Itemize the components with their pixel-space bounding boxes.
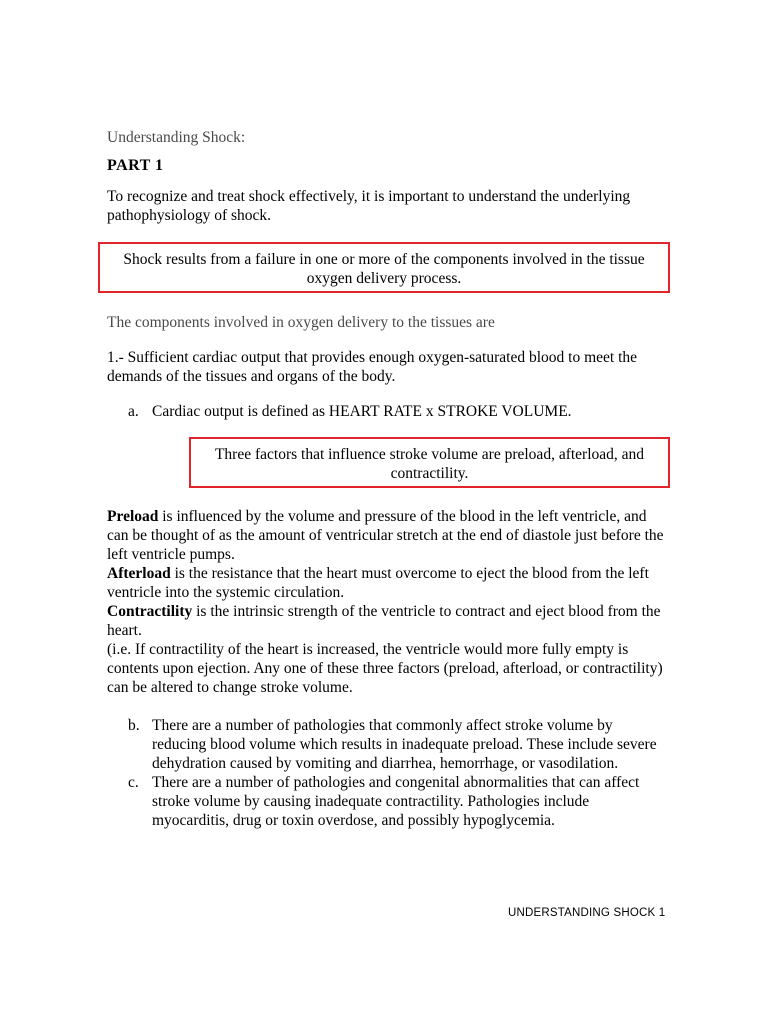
preload-text: is influenced by the volume and pressure of the blood in the left ventricle, and can be thought of as the amount of ventricular stretch at the end of diastole just before the left ventricle pumps. [107,508,664,563]
list-item-a-label: a. [128,403,139,420]
list-item-b-label: b. [128,717,140,734]
contractility-text: is the intrinsic strength of the ventricle to contract and eject blood from the heart. [107,603,661,639]
afterload-definition [107,564,667,602]
ie-note: (i.e. If contractility of the heart is increased, the ventricle would more fully empty is contents upon ejection. Any one of these three factors (preload, afterload, or contractility) can be altered to change stroke volume. [107,641,663,696]
list-item-c [128,773,668,830]
preload-term: Preload [107,508,159,525]
document-subtitle: Understanding Shock: [107,129,246,146]
key-statement-text: Shock results from a failure in one or more of the components involved in the tissue oxygen delivery process. [123,251,645,287]
pathology-list [128,716,668,830]
stroke-volume-factors-box [189,437,670,488]
point-1-paragraph: 1.- Sufficient cardiac output that provides enough oxygen-saturated blood to meet the demands of the tissues and organs of the body. [107,349,638,385]
definitions-block [107,507,667,697]
contractility-definition [107,602,667,640]
contractility-term: Contractility [107,603,193,620]
page-footer: UNDERSTANDING SHOCK 1 [508,907,666,919]
list-item-b-text: There are a number of pathologies that commonly affect stroke volume by reducing blood volume which results in inadequate preload. These include severe dehydration caused by vomiting and diarrhea, hemorrhage, or vasodilation. [152,717,657,772]
part-heading: PART 1 [107,157,164,174]
key-statement-box [98,242,670,293]
list-item-c-label: c. [128,774,139,791]
list-item-a [128,402,668,421]
components-heading: The components involved in oxygen delivery to the tissues are [107,314,495,331]
afterload-term: Afterload [107,565,171,582]
list-item-c-text: There are a number of pathologies and congenital abnormalities that can affect stroke volume by causing inadequate contractility. Pathologies include myocarditis, drug or toxin overdose, and possibly hypoglycemia. [152,774,640,829]
list-item-a-text: Cardiac output is defined as HEART RATE x STROKE VOLUME. [152,403,572,420]
intro-paragraph: To recognize and treat shock effectively, it is important to understand the underlying pathophysiology of shock. [107,188,631,224]
afterload-text: is the resistance that the heart must overcome to eject the blood from the left ventricle into the systemic circulation. [107,565,649,601]
stroke-volume-factors-text: Three factors that influence stroke volume are preload, afterload, and contractility. [214,446,645,482]
preload-definition [107,507,667,564]
list-item-b [128,716,668,773]
